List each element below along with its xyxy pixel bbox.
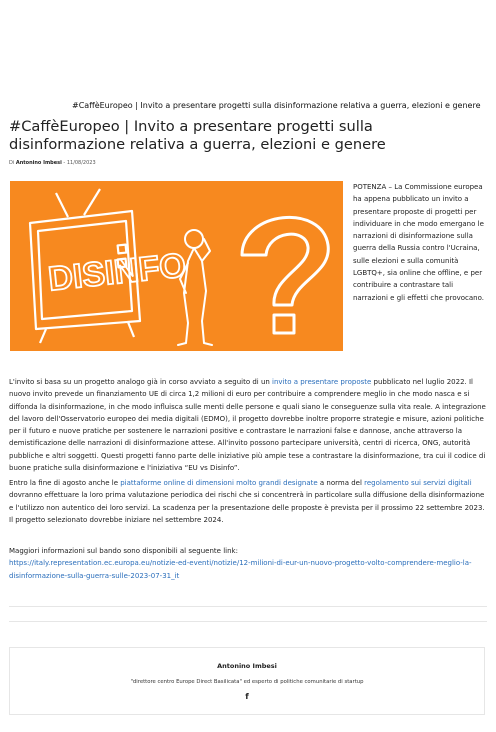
p2-text-1: Entro la fine di agosto anche le [9,479,121,487]
p2-text-2: a norma del [317,479,365,487]
author-name[interactable]: Antonino Imbesi [217,662,277,670]
article-intro: POTENZA – La Commissione europea ha appena pubblicato un invito a presentare proposte di progetti per individuare in che modo emergano le narrazioni di disinformazione sulla guerra della Russia contro l'Ucraina, sulle elezioni e sulla comunità LGBTQ+, sia online che offline, e per contribuire a contrastare tali narrazioni e gli effetti che provocano. [353,183,484,302]
meta-author-link[interactable]: Antonino Imbesi [15,160,62,166]
p2-text-3: dovranno effettuare la loro prima valutazione periodica dei rischi che si concentrerà in particolare sulla diffusione della disinformazione e l'utilizzo non autentico dei loro servizi. La scadenza per la presentazione delle proposte è prevista per il prossimo 22 settembre 2023. Il progetto selezionato dovrebbe iniziare nel settembre 2024. [9,491,485,524]
facebook-icon[interactable]: f [245,692,249,701]
p3-link-url[interactable]: https://italy.representation.ec.europa.eu/notizie-ed-eventi/notizie/12-milioni-di-eur-un-nuovo-progetto-volto-comprendere-meglio-la-disinformazione-sulla-guerra-sulle-2023-07-31_it [9,559,472,580]
p2-link-regolamento[interactable]: regolamento sui servizi digitali [364,479,472,487]
article-paragraph-2 [9,477,487,526]
divider-1 [9,606,487,607]
meta-by: Di [9,160,15,166]
article-title: #CaffèEuropeo | Invito a presentare progetti sulla disinformazione relativa a guerra, elezioni e genere [9,118,386,153]
author-box [9,647,485,715]
question-mark-icon [242,217,328,333]
divider-2 [9,621,487,622]
p1-text-2: pubblicato nel luglio 2022. Il nuovo invito prevede un finanziamento UE di circa 1,2 milioni di euro per contribuire a comprendere meglio in che modo nasca e si diffonda la disinformazione, in che modo influisca sulle menti delle persone e quali siano le conseguenze sulla vita reale. A integrazione del lavoro dell'Osservatorio europeo dei media digitali (EDMO), il progetto dovrebbe inoltre proporre strategie e misure, azioni politiche per il futuro e nuove pratiche per sostenere le narrazioni positive e contrastare le narrazioni false e dannose, anche attraverso la demistificazione delle narrazioni di disinformazione attese. All'invito possono partecipare università, centri di ricerca, ONG, autorità pubbliche e altri soggetti. Questi progetti fanno parte delle iniziative più ampie tese a contrastare la disinformazione, tra cui il codice di buone pratiche sulla disinformazione e l'iniziativa “EU vs Disinfo”. [9,378,486,473]
meta-separator: - [61,160,67,166]
article-paragraph-3 [9,545,487,582]
hero-disinfo-text: DISINFO [46,246,188,299]
article-paragraph-1 [9,376,487,474]
p2-link-piattaforme[interactable]: piattaforme online di dimensioni molto grandi designate [120,479,318,487]
disinfo-illustration [10,181,343,351]
p1-link-invito[interactable]: invito a presentare proposte [272,378,372,386]
author-description: "direttore centro Europe Direct Basilicata" ed esperto di politiche comunitarie di startup [130,679,364,685]
breadcrumb: #CaffèEuropeo | Invito a presentare progetti sulla disinformazione relativa a guerra, elezioni e genere [72,101,481,110]
p3-text: Maggiori informazioni sul bando sono disponibili al seguente link: [9,547,238,555]
article-meta [9,160,96,166]
meta-date: 11/08/2023 [66,160,96,166]
p1-text-1: L'invito si basa su un progetto analogo già in corso avviato a seguito di un [9,378,273,386]
hero-image [10,181,343,351]
